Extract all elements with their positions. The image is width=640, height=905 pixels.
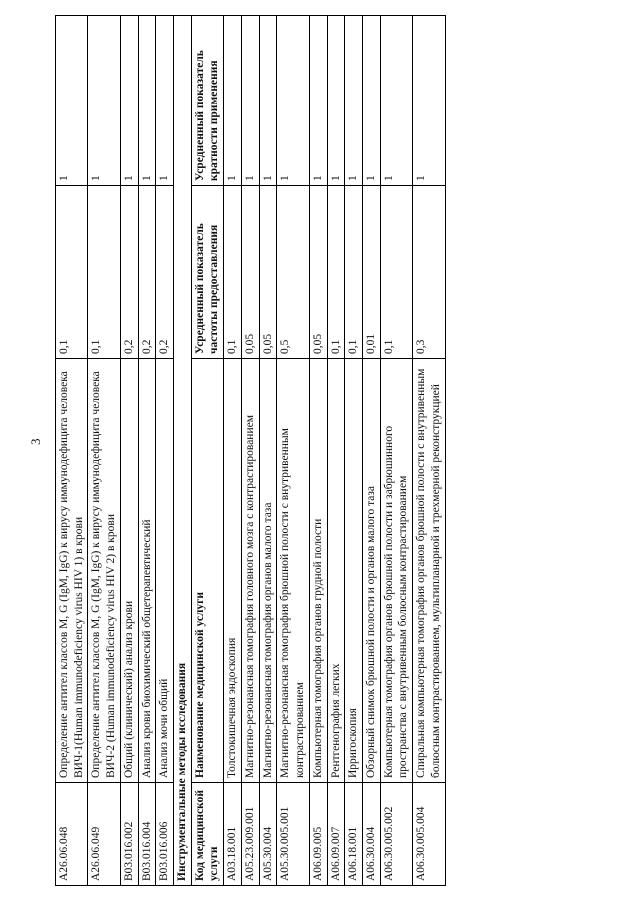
table-row	[277, 16, 309, 886]
table-row	[327, 16, 345, 886]
frequency-cell: 0,1	[224, 186, 242, 359]
table-row	[362, 16, 380, 886]
header-multiplicity: Усредненный показатель кратности применения	[191, 16, 223, 186]
frequency-cell: 0,1	[327, 186, 345, 359]
service-code-cell: B03.016.004	[138, 783, 156, 886]
multiplicity-cell: 1	[345, 16, 363, 186]
frequency-cell: 0,01	[362, 186, 380, 359]
service-name-cell: Общий (клинический) анализ крови	[120, 359, 138, 783]
service-name-cell: Магнитно-резонансная томография брюшной полости с внутривенным контрастированием	[277, 359, 309, 783]
service-name-cell: Компьютерная томография органов брюшной полости и забрюшинного пространства с внутривенным болюсным контрастированием	[380, 359, 412, 783]
service-name-cell: Обзорный снимок брюшной полости и органов малого таза	[362, 359, 380, 783]
frequency-cell: 0,1	[56, 186, 88, 359]
rotated-page	[55, 16, 575, 886]
multiplicity-cell: 1	[413, 16, 445, 186]
service-code-cell: A26.06.049	[88, 783, 120, 886]
section-title: Инструментальные методы исследования	[174, 16, 192, 886]
frequency-cell: 0,2	[138, 186, 156, 359]
table-row	[88, 16, 120, 886]
service-name-cell: Магнитно-резонансная томография головного мозга с контрастированием	[241, 359, 259, 783]
frequency-cell: 0,2	[120, 186, 138, 359]
frequency-cell: 0,3	[413, 186, 445, 359]
service-code-cell: A05.30.004	[259, 783, 277, 886]
table-row	[56, 16, 88, 886]
section-row	[174, 16, 192, 886]
frequency-cell: 0,05	[259, 186, 277, 359]
table-row	[259, 16, 277, 886]
service-code-cell: A06.30.005.002	[380, 783, 412, 886]
service-code-cell: A06.18.001	[345, 783, 363, 886]
service-code-cell: B03.016.006	[156, 783, 174, 886]
service-code-cell: A06.09.007	[327, 783, 345, 886]
service-code-cell: A05.30.005.001	[277, 783, 309, 886]
service-name-cell: Определение антител классов M, G (IgM, IgG) к вирусу иммунодефицита человека ВИЧ-1(Human immunodeficiency virus HIV 1) в крови	[56, 359, 88, 783]
multiplicity-cell: 1	[224, 16, 242, 186]
service-code-cell: A06.30.005.004	[413, 783, 445, 886]
frequency-cell: 0,1	[380, 186, 412, 359]
service-name-cell: Толстокишечная эндоскопия	[224, 359, 242, 783]
service-name-cell: Магнитно-резонансная томография органов малого таза	[259, 359, 277, 783]
table-row	[224, 16, 242, 886]
service-code-cell: B03.016.002	[120, 783, 138, 886]
header-code: Код медицинской услуги	[191, 783, 223, 886]
service-name-cell: Анализ крови биохимический общетерапевтический	[138, 359, 156, 783]
multiplicity-cell: 1	[241, 16, 259, 186]
service-name-cell: Спиральная компьютерная томография органов брюшной полости с внутривенным болюсным контрастированием, мультипланарной и трехмерной реконструкцией	[413, 359, 445, 783]
multiplicity-cell: 1	[327, 16, 345, 186]
header-frequency: Усредненный показатель частоты предоставления	[191, 186, 223, 359]
service-code-cell: A26.06.048	[56, 783, 88, 886]
multiplicity-cell: 1	[120, 16, 138, 186]
multiplicity-cell: 1	[309, 16, 327, 186]
services-table	[55, 15, 446, 886]
service-name-cell: Анализ мочи общий	[156, 359, 174, 783]
frequency-cell: 0,1	[345, 186, 363, 359]
table-row	[345, 16, 363, 886]
multiplicity-cell: 1	[362, 16, 380, 186]
service-name-cell: Определение антител классов M, G (IgM, IgG) к вирусу иммунодефицита человека ВИЧ-2 (Human immunodeficiency virus HIV 2) в крови	[88, 359, 120, 783]
multiplicity-cell: 1	[156, 16, 174, 186]
service-name-cell: Компьютерная томография органов грудной полости	[309, 359, 327, 783]
frequency-cell: 0,2	[156, 186, 174, 359]
multiplicity-cell: 1	[380, 16, 412, 186]
header-row	[191, 16, 223, 886]
table-row	[156, 16, 174, 886]
table-row	[241, 16, 259, 886]
page-number: 3	[28, 438, 43, 445]
frequency-cell: 0,05	[309, 186, 327, 359]
table-row	[380, 16, 412, 886]
table-row	[309, 16, 327, 886]
multiplicity-cell: 1	[277, 16, 309, 186]
table-row	[413, 16, 445, 886]
service-code-cell: A03.18.001	[224, 783, 242, 886]
multiplicity-cell: 1	[259, 16, 277, 186]
service-code-cell: A06.09.005	[309, 783, 327, 886]
multiplicity-cell: 1	[88, 16, 120, 186]
service-name-cell: Рентгенография легких	[327, 359, 345, 783]
frequency-cell: 0,1	[88, 186, 120, 359]
multiplicity-cell: 1	[56, 16, 88, 186]
header-name: Наименование медицинской услуги	[191, 359, 223, 783]
service-name-cell: Ирригоскопия	[345, 359, 363, 783]
frequency-cell: 0,05	[241, 186, 259, 359]
multiplicity-cell: 1	[138, 16, 156, 186]
table-row	[120, 16, 138, 886]
frequency-cell: 0,5	[277, 186, 309, 359]
service-code-cell: A06.30.004	[362, 783, 380, 886]
service-code-cell: A05.23.009.001	[241, 783, 259, 886]
table-row	[138, 16, 156, 886]
